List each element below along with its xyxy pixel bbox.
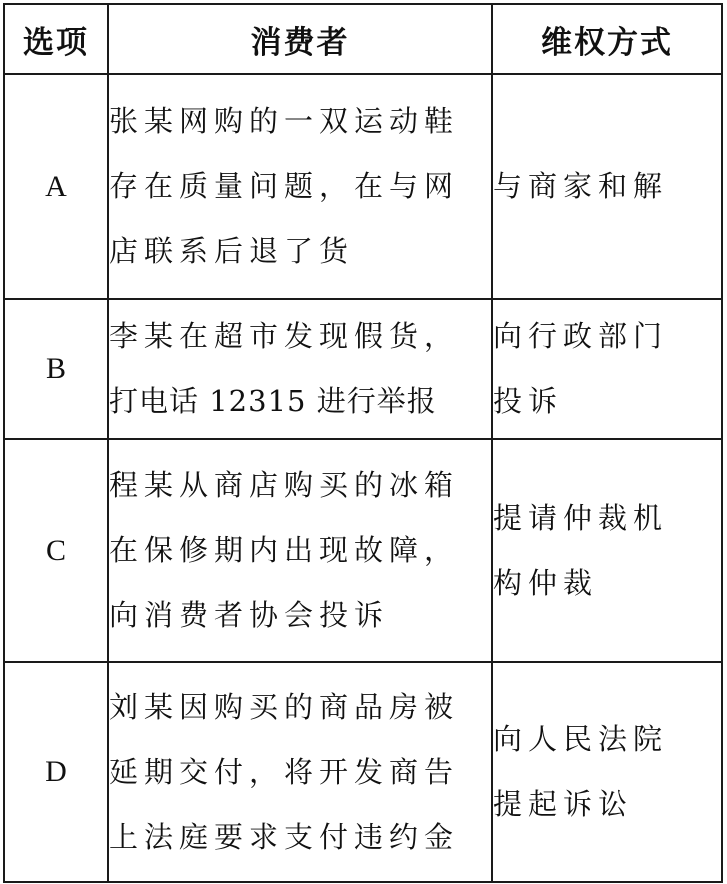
method-cell (492, 439, 722, 662)
header-row (4, 4, 722, 74)
consumer-line: 上法庭要求支付违约金 (109, 819, 460, 854)
consumer-cell (108, 439, 492, 662)
consumer-line: 张某网购的一双运动鞋 (109, 104, 460, 138)
table-row (4, 74, 722, 299)
method-cell (492, 299, 722, 439)
method-line: 构仲裁 (493, 565, 599, 600)
consumer-line: 李某在超市发现假货， (109, 319, 460, 353)
method-cell (492, 74, 722, 299)
consumer-line: 店联系后退了货 (109, 234, 355, 268)
option-label: B (4, 299, 108, 439)
option-label: C (4, 439, 108, 662)
method-line: 向行政部门 (493, 319, 669, 353)
method-line: 向人民法院 (493, 722, 669, 756)
consumer-line: 程某从商店购买的冰箱 (109, 468, 460, 502)
method-line: 与商家和解 (493, 169, 669, 203)
consumer-line: 刘某因购买的商品房被 (109, 689, 460, 724)
consumer-line: 打电话 12315 进行举报 (109, 384, 437, 418)
method-line: 提起诉讼 (493, 787, 634, 821)
method-line: 投诉 (493, 384, 564, 418)
method-cell (492, 662, 722, 882)
rights-protection-table (3, 3, 723, 883)
rights-protection-table-wrapper (3, 3, 723, 883)
consumer-line: 延期交付，将开发商告 (109, 754, 460, 789)
consumer-line: 向消费者协会投诉 (109, 598, 390, 632)
table-row (4, 439, 722, 662)
header-consumer: 消费者 (108, 4, 492, 74)
option-label: A (4, 74, 108, 299)
table-row (4, 299, 722, 439)
option-label: D (4, 662, 108, 882)
consumer-cell (108, 74, 492, 299)
header-method: 维权方式 (492, 4, 722, 74)
consumer-line: 存在质量问题，在与网 (109, 169, 460, 203)
consumer-cell (108, 299, 492, 439)
consumer-line: 在保修期内出现故障， (109, 533, 460, 567)
header-option: 选项 (4, 4, 108, 74)
table-row (4, 662, 722, 882)
method-line: 提请仲裁机 (493, 500, 669, 535)
consumer-cell (108, 662, 492, 882)
